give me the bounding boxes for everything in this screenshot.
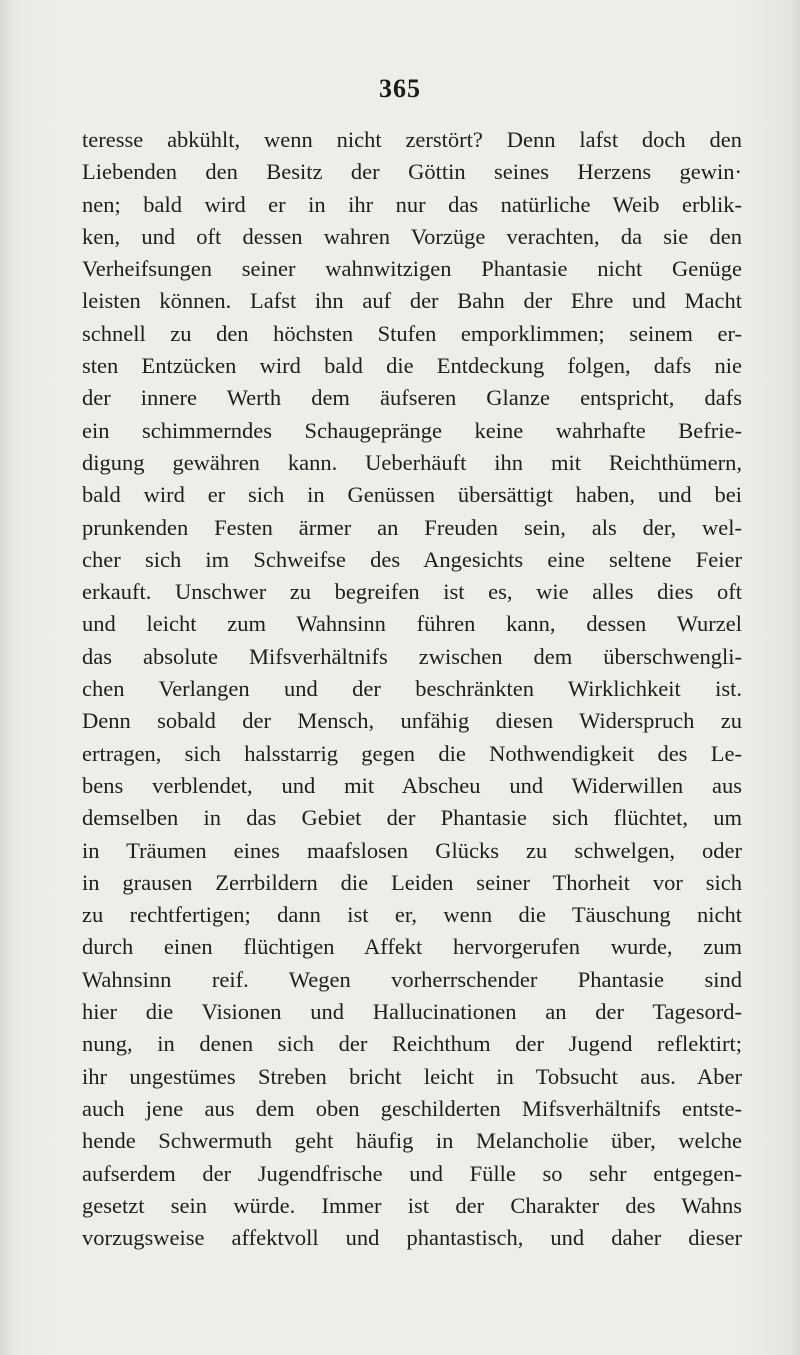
page-number: 365 <box>379 74 421 103</box>
text-line: chen Verlangen und der beschränkten Wirklichkeit ist. <box>82 676 742 702</box>
text-line: teresse abkühlt, wenn nicht zerstört? Denn lafst doch den <box>82 127 742 152</box>
text-line: ken, und oft dessen wahren Vorzüge verachten, da sie den <box>82 223 742 249</box>
text-line: erkauft. Unschwer zu begreifen ist es, wie alles dies oft <box>82 579 742 605</box>
text-line: in Träumen eines maafslosen Glücks zu schwelgen, oder <box>82 837 742 863</box>
text-line: demselben in das Gebiet der Phantasie sich flüchtet, um <box>82 805 742 831</box>
text-line: in grausen Zerrbildern die Leiden seiner Thorheit vor sich <box>82 869 742 895</box>
body-text <box>82 124 742 1254</box>
text-line: Denn sobald der Mensch, unfähig diesen Widerspruch zu <box>82 708 742 734</box>
text-line: schnell zu den höchsten Stufen emporklimmen; seinem er- <box>82 320 742 346</box>
text-line: nen; bald wird er in ihr nur das natürliche Weib erblik- <box>82 191 742 217</box>
text-line: Verheifsungen seiner wahnwitzigen Phantasie nicht Genüge <box>82 256 742 282</box>
text-line: hende Schwermuth geht häufig in Melancholie über, welche <box>82 1128 742 1154</box>
text-line: bald wird er sich in Genüssen übersättigt haben, und bei <box>82 482 742 508</box>
text-line: sten Entzücken wird bald die Entdeckung folgen, dafs nie <box>82 353 742 379</box>
text-line: vorzugsweise affektvoll und phantastisch, und daher dieser <box>82 1225 742 1251</box>
text-line: hier die Visionen und Hallucinationen an der Tagesord- <box>82 999 742 1025</box>
text-line: cher sich im Schweifse des Angesichts eine seltene Feier <box>82 546 742 572</box>
text-line: Liebenden den Besitz der Göttin seines Herzens gewin· <box>82 159 742 185</box>
text-line: nung, in denen sich der Reichthum der Jugend reflektirt; <box>82 1031 742 1057</box>
text-line: bens verblendet, und mit Abscheu und Widerwillen aus <box>82 772 742 798</box>
text-line: ertragen, sich halsstarrig gegen die Nothwendigkeit des Le- <box>82 740 742 766</box>
text-line: durch einen flüchtigen Affekt hervorgerufen wurde, zum <box>82 934 742 960</box>
text-line: ein schimmerndes Schaugepränge keine wahrhafte Befrie- <box>82 417 742 443</box>
text-line: aufserdem der Jugendfrische und Fülle so sehr entgegen- <box>82 1160 742 1186</box>
text-line: leisten können. Lafst ihn auf der Bahn der Ehre und Macht <box>82 288 742 314</box>
text-line: gesetzt sein würde. Immer ist der Charakter des Wahns <box>82 1192 742 1218</box>
text-line: und leicht zum Wahnsinn führen kann, dessen Wurzel <box>82 611 742 637</box>
text-line: digung gewähren kann. Ueberhäuft ihn mit Reichthümern, <box>82 449 742 475</box>
text-line: das absolute Mifsverhältnifs zwischen dem überschwengli- <box>82 643 742 669</box>
text-line: prunkenden Festen ärmer an Freuden sein, als der, wel- <box>82 514 742 540</box>
text-line: ihr ungestümes Streben bricht leicht in Tobsucht aus. Aber <box>82 1063 742 1089</box>
text-line: zu rechtfertigen; dann ist er, wenn die Täuschung nicht <box>82 902 742 928</box>
text-line: auch jene aus dem oben geschilderten Mifsverhältnifs entste- <box>82 1095 742 1121</box>
text-line: Wahnsinn reif. Wegen vorherrschender Phantasie sind <box>82 966 742 992</box>
text-line: der innere Werth dem äufseren Glanze entspricht, dafs <box>82 385 742 411</box>
